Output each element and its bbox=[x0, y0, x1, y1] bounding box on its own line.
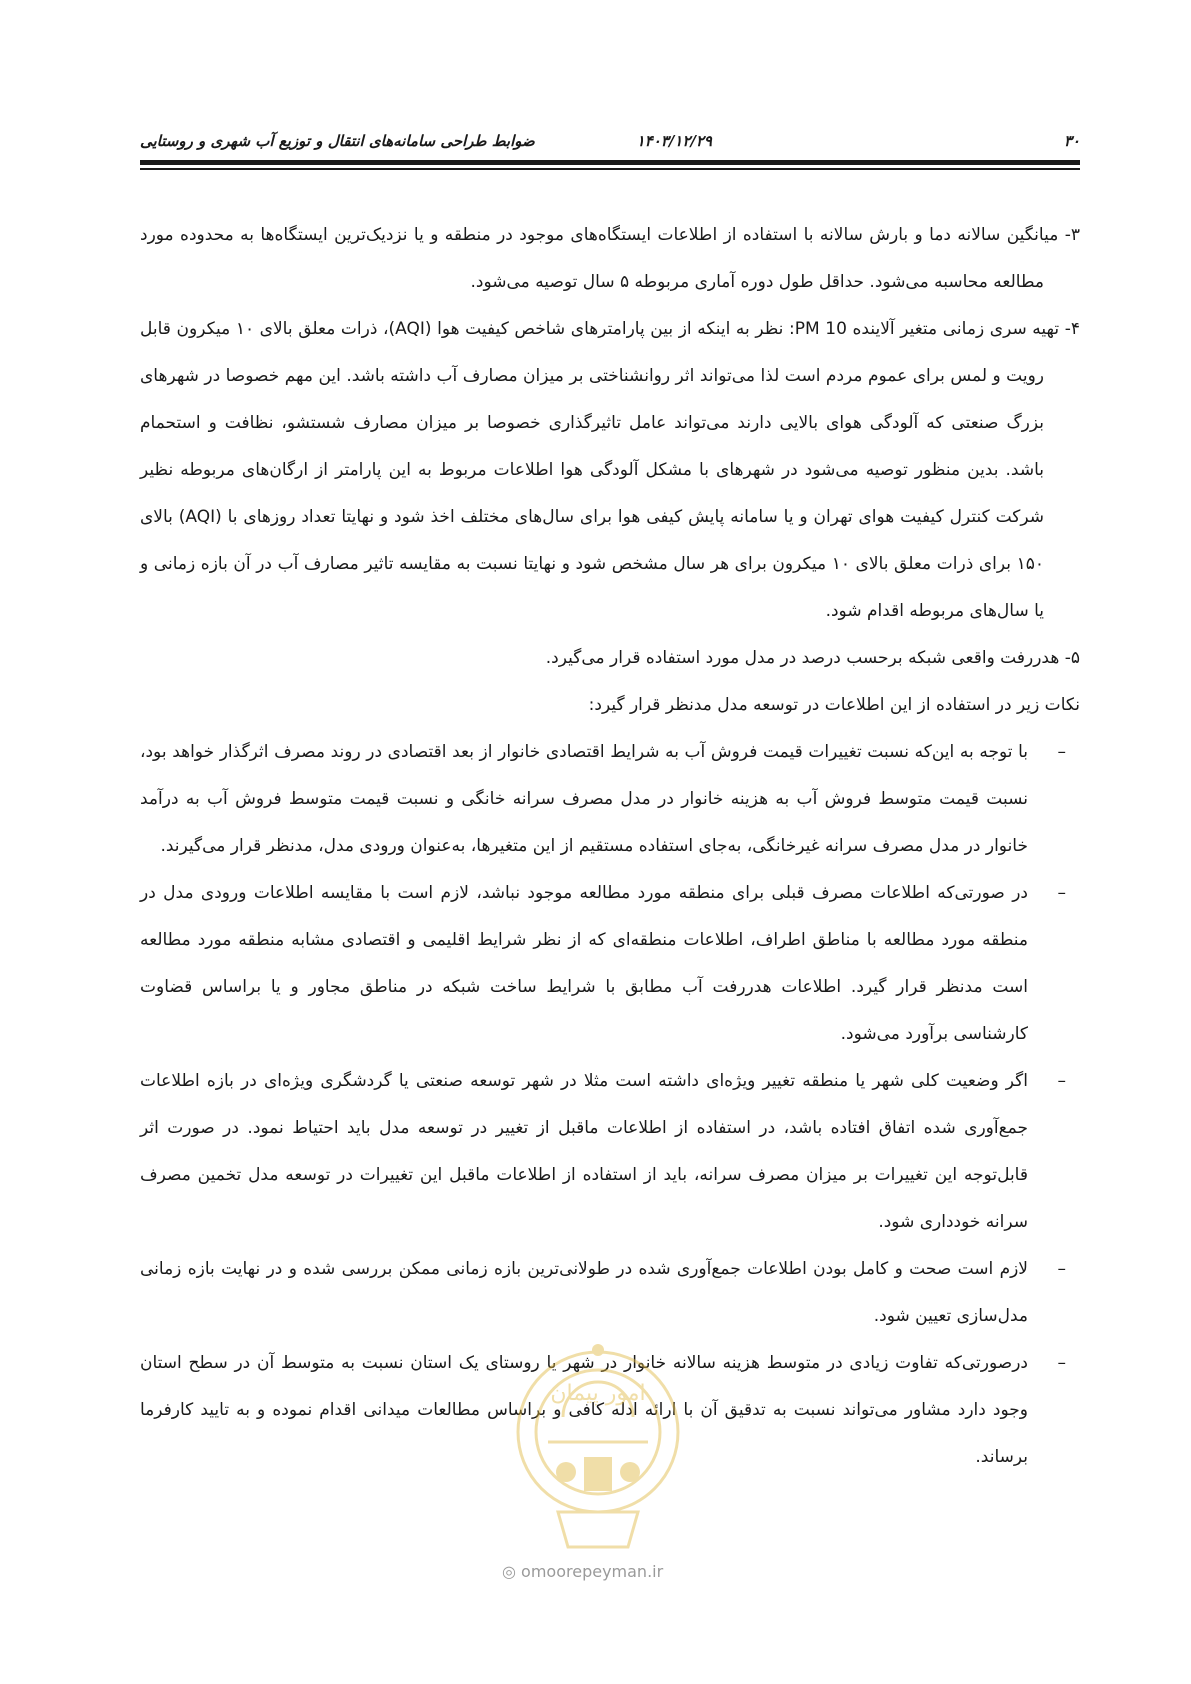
header-rule-thick bbox=[140, 160, 1080, 165]
header-rule-thin bbox=[140, 168, 1080, 170]
watermark-url-text: omoorepeyman.ir bbox=[521, 1562, 664, 1581]
numbered-item-5: ۵- هدررفت واقعی شبکه برحسب درصد در مدل مورد استفاده قرار می‌گیرد. bbox=[545, 648, 1080, 668]
page-header bbox=[140, 128, 1080, 156]
bullet-dash: – bbox=[1057, 742, 1066, 762]
bullet-dash: – bbox=[1057, 1071, 1066, 1091]
notes-intro: نکات زیر در استفاده از این اطلاعات در توسعه مدل مدنظر قرار گیرد: bbox=[588, 695, 1080, 715]
list-item bbox=[140, 729, 1080, 870]
bullet-text: درصورتی‌که تفاوت زیادی در متوسط هزینه سالانه خانوار در شهر یا روستای یک استان نسبت به متوسط آن در سطح استان وجود دارد مشاور می‌تواند نسبت به تدقیق آن با ارائه ادله کافی و براساس مطالعات میدانی اقدام نموده و به تایید کارفرما برساند. bbox=[140, 1353, 1028, 1467]
header-title: ضوابط طراحی سامانه‌های انتقال و توزیع آب شهری و روستایی bbox=[140, 132, 535, 150]
numbered-item-4: ۴- تهیه سری زمانی متغیر آلاینده PM 10: نظر به اینکه از بین پارامترهای شاخص کیفیت هوا (AQI)، ذرات معلق بالای ۱۰ میکرون قابل رویت و لمس برای عموم مردم است لذا می‌تواند اثر روانشناختی بر میزان مصارف آب داشته باشد. این مهم خصوصا در شهرهای بزرگ صنعتی که آلودگی هوای بالایی دارند می‌تواند عامل تاثیرگذاری خصوصا بر میزان مصارف شستشو، نظافت و استحمام باشد. بدین منظور توصیه می‌شود در شهرهای با مشکل آلودگی هوا اطلاعات مربوط به این پارامتر از ارگان‌های مربوطه نظیر شرکت کنترل کیفیت هوای تهران و یا سامانه پایش کیفی هوا برای سال‌های مختلف اخذ شود و نهایتا تعداد روزهای با (AQI) بالای ۱۵۰ برای ذرات معلق بالای ۱۰ میکرون برای هر سال مشخص شود و نهایتا نسبت به مقایسه تاثیر مصارف آب در آن بازه زمانی و یا سال‌های مربوطه اقدام شود. bbox=[140, 319, 1080, 621]
watermark-url: ◎ omoorepeyman.ir bbox=[502, 1562, 664, 1581]
list-item bbox=[140, 870, 1080, 1058]
header-date: ۱۴۰۳/۱۲/۲۹ bbox=[636, 132, 712, 150]
bullet-text: در صورتی‌که اطلاعات مصرف قبلی برای منطقه مورد مطالعه موجود نباشد، لازم است با مقایسه اطلاعات ورودی مدل در منطقه مورد مطالعه با مناطق اطراف، اطلاعات منطقه‌ای که از نظر شرایط اقلیمی و اقتصادی مشابه منطقه مورد مطالعه است مدنظر قرار گیرد. اطلاعات هدررفت آب مطابق با شرایط ساخت شبکه در مناطق مجاور و یا براساس قضاوت کارشناسی برآورد می‌شود. bbox=[140, 883, 1028, 1044]
bullet-dash: – bbox=[1057, 883, 1066, 903]
bullet-text: با توجه به این‌که نسبت تغییرات قیمت فروش آب به شرایط اقتصادی خانوار از بعد اقتصادی در روند مصرف اثرگذار خواهد بود، نسبت قیمت متوسط فروش آب به هزینه خانوار در مدل مصرف سرانه خانگی و نسبت قیمت متوسط فروش آب به درآمد خانوار در مدل مصرف سرانه غیرخانگی، به‌جای استفاده مستقیم از این متغیرها، به‌عنوان ورودی مدل، مدنظر قرار می‌گیرند. bbox=[140, 742, 1028, 856]
body-text bbox=[140, 212, 1080, 1481]
list-item bbox=[140, 1058, 1080, 1246]
list-item bbox=[140, 1246, 1080, 1340]
notes-list bbox=[140, 729, 1080, 1481]
bullet-dash: – bbox=[1057, 1259, 1066, 1279]
watermark-logo-text: امور پیمان bbox=[550, 1381, 646, 1406]
bullet-text: اگر وضعیت کلی شهر یا منطقه تغییر ویژه‌ای داشته است مثلا در شهر توسعه صنعتی یا گردشگری ویژه‌ای در بازه اطلاعات جمع‌آوری شده اتفاق افتاده باشد، در استفاده از اطلاعات ماقبل از تغییر در توسعه مدل باید احتیاط نمود. در صورت اثر قابل‌توجه این تغییرات بر میزان مصرف سرانه، باید از استفاده از اطلاعات ماقبل این تغییرات در توسعه مدل تخمین مصرف سرانه خودداری شود. bbox=[140, 1071, 1028, 1232]
list-item bbox=[140, 1340, 1080, 1481]
numbered-item-3: ۳- میانگین سالانه دما و بارش سالانه با استفاده از اطلاعات ایستگاه‌های موجود در منطقه و یا نزدیک‌ترین ایستگاه‌ها به محدوده مورد مطالعه محاسبه می‌شود. حداقل طول دوره آماری مربوطه ۵ سال توصیه می‌شود. bbox=[140, 225, 1080, 292]
page-number: ۳۰ bbox=[1063, 132, 1080, 150]
bullet-dash: – bbox=[1057, 1353, 1066, 1373]
bullet-text: لازم است صحت و کامل بودن اطلاعات جمع‌آوری شده در طولانی‌ترین بازه زمانی ممکن بررسی شده و در نهایت بازه زمانی مدل‌سازی تعیین شود. bbox=[140, 1259, 1028, 1326]
